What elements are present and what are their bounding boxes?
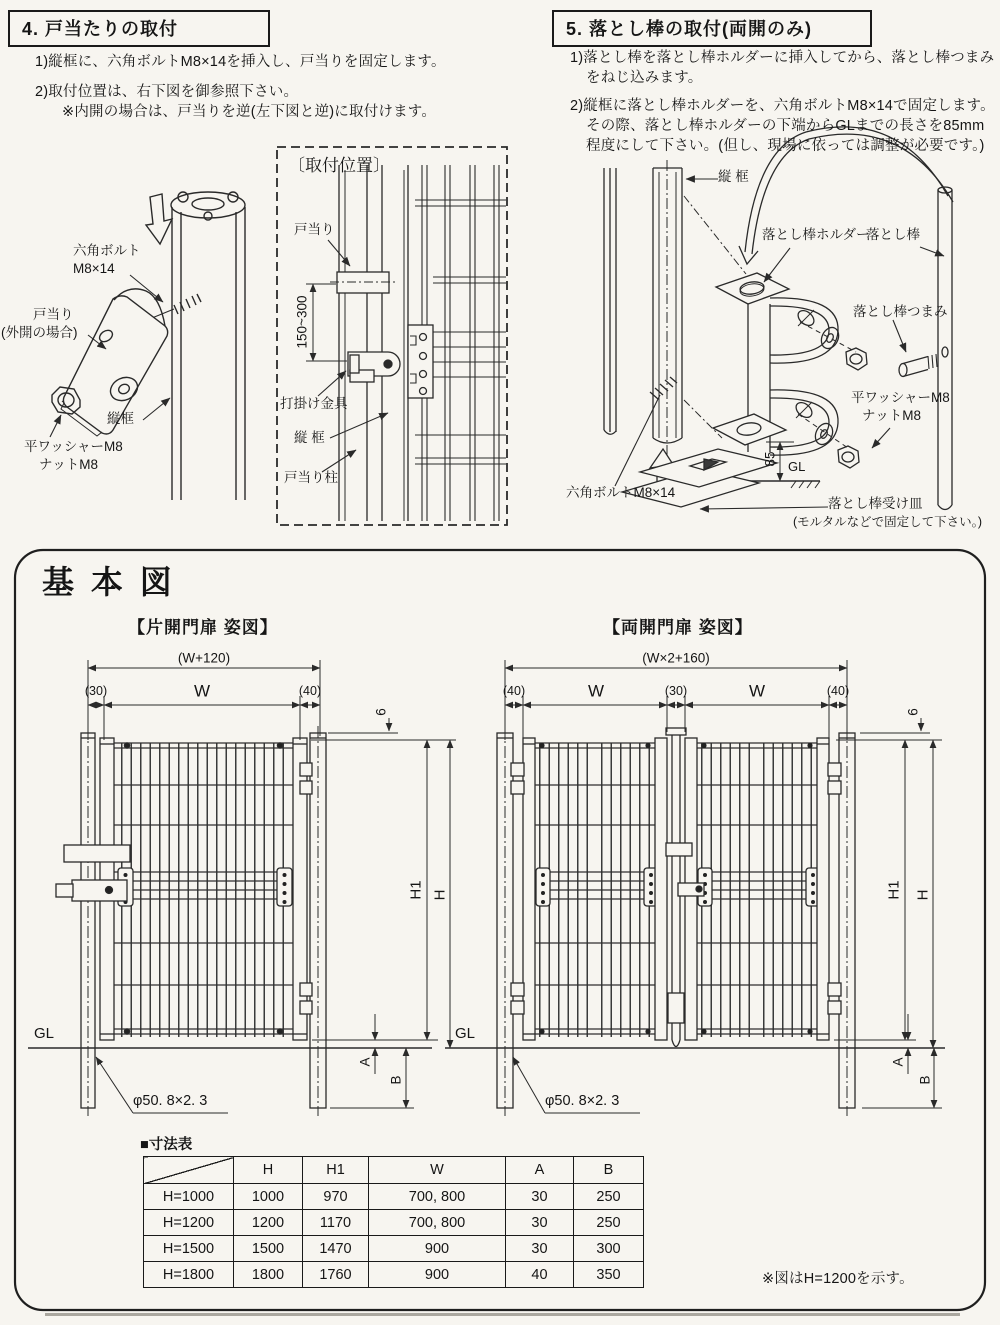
- stopper-label: 戸当り: [33, 307, 74, 322]
- section5-step2b: その際、落とし棒ホルダーの下端からGLまでの長さを85mm: [586, 118, 985, 134]
- hex-bolt-label: 六角ボルト: [73, 243, 141, 258]
- position-diagram-title: 〔取付位置〕: [288, 156, 390, 175]
- position-range-dim: 150~300: [294, 295, 310, 349]
- sg-dim-b: B: [388, 1075, 404, 1085]
- drop-holder-label: 落とし棒ホルダー: [762, 227, 870, 242]
- sg-gl-label: GL: [34, 1025, 55, 1042]
- dg-dim-b: B: [917, 1075, 933, 1085]
- dg-dim-6: 6: [905, 708, 921, 716]
- washer-label: 平ワッシャーM8: [24, 439, 123, 454]
- position-frame-label: 縦 框: [294, 430, 325, 445]
- cell-h: 1200: [234, 1210, 303, 1236]
- sg-dim-w: W: [193, 681, 211, 701]
- stopper-post-label: 戸当り柱: [284, 470, 338, 485]
- cell-w: 900: [369, 1236, 506, 1262]
- hex-bolt-size-label: M8×14: [73, 261, 115, 276]
- cell-a: 30: [506, 1184, 574, 1210]
- drop-nut-label: ナットM8: [862, 408, 921, 423]
- row-label: H=1800: [144, 1262, 234, 1288]
- section4-title: 4. 戸当たりの取付: [8, 10, 270, 47]
- table-row: [144, 1184, 644, 1210]
- cell-b: 250: [574, 1184, 644, 1210]
- dg-dim-h1: H1: [885, 880, 903, 900]
- sg-dim-h1: H1: [407, 880, 425, 900]
- mounting-position-diagram: [277, 147, 507, 525]
- sg-dim-6: 6: [373, 708, 389, 716]
- drop-rod-label: 落とし棒: [866, 227, 920, 242]
- section5-step1b: をねじ込みます。: [586, 70, 703, 86]
- cell-b: 250: [574, 1210, 644, 1236]
- latch-hardware-label: 打掛け金具: [280, 396, 348, 411]
- dg-dim-h: H: [914, 889, 932, 901]
- col-header-a: A: [506, 1157, 574, 1184]
- col-header-h: H: [234, 1157, 303, 1184]
- dg-dim-40-right: (40): [826, 684, 850, 699]
- col-header-w: W: [369, 1157, 506, 1184]
- single-gate-title: 【片開門扉 姿図】: [128, 618, 278, 637]
- col-header-h1: H1: [303, 1157, 369, 1184]
- cell-w: 700, 800: [369, 1184, 506, 1210]
- figure-note: ※図はH=1200を示す。: [762, 1271, 914, 1287]
- dg-dim-a: A: [890, 1057, 906, 1067]
- receiver-plate-note: (モルタルなどで固定して下さい。): [793, 515, 983, 529]
- dg-dim-30: (30): [664, 684, 688, 699]
- section5-step2c: 程度にして下さい。(但し、現場に依っては調整が必要です。): [586, 138, 985, 154]
- receiver-plate-label: 落とし棒受け皿: [828, 496, 923, 511]
- position-stopper-label: 戸当り: [294, 222, 335, 237]
- cell-a: 30: [506, 1236, 574, 1262]
- double-gate-title: 【両開門扉 姿図】: [603, 618, 753, 637]
- cell-h: 1800: [234, 1262, 303, 1288]
- drop-bolt-label: 六角ボルトM8×14: [566, 485, 676, 500]
- drop-gl-label: GL: [788, 459, 806, 474]
- nut-label: ナットM8: [39, 457, 98, 472]
- cell-h1: 1470: [303, 1236, 369, 1262]
- col-header-b: B: [574, 1157, 644, 1184]
- dim-85-label: 85: [762, 451, 778, 467]
- row-label: H=1000: [144, 1184, 234, 1210]
- section5-step1a: 1)落とし棒を落とし棒ホルダーに挿入してから、落とし棒つまみ: [570, 50, 995, 66]
- single-gate-drawing: [28, 660, 456, 1116]
- cell-b: 350: [574, 1262, 644, 1288]
- table-header-row: [144, 1157, 644, 1184]
- cell-a: 40: [506, 1262, 574, 1288]
- row-label: H=1500: [144, 1236, 234, 1262]
- table-row: [144, 1262, 644, 1288]
- dg-dim-total: (W×2+160): [642, 650, 710, 666]
- table-corner-cell: [144, 1157, 234, 1184]
- drop-frame-label: 縦 框: [718, 169, 749, 184]
- dg-dim-w2: W: [748, 681, 766, 701]
- sg-dim-40: (40): [298, 684, 322, 699]
- section5-title: 5. 落とし棒の取付(両開のみ): [552, 10, 872, 47]
- dg-dim-40-left: (40): [502, 684, 526, 699]
- sg-dim-h: H: [431, 889, 449, 901]
- dg-dim-w1: W: [587, 681, 605, 701]
- frame-label: 縦框: [107, 411, 134, 426]
- dimension-table: [143, 1156, 644, 1288]
- section5-step2a: 2)縦框に落とし棒ホルダーを、六角ボルトM8×14で固定します。: [570, 98, 995, 114]
- drop-washer-label: 平ワッシャーM8: [851, 390, 950, 405]
- sg-dim-30: (30): [84, 684, 108, 699]
- section4-step1: 1)縦框に、六角ボルトM8×14を挿入し、戸当りを固定します。: [35, 54, 446, 70]
- cell-h1: 1760: [303, 1262, 369, 1288]
- table-title: ■寸法表: [140, 1137, 193, 1153]
- row-label: H=1200: [144, 1210, 234, 1236]
- scan-edge-artifact: [45, 1313, 960, 1316]
- dg-gl-label: GL: [455, 1025, 476, 1042]
- table-row: [144, 1236, 644, 1262]
- drop-knob-label: 落とし棒つまみ: [853, 304, 948, 319]
- sg-pipe-size: φ50. 8×2. 3: [133, 1093, 208, 1109]
- dg-pipe-size: φ50. 8×2. 3: [545, 1093, 620, 1109]
- table-row: [144, 1210, 644, 1236]
- basic-drawing-title: 基 本 図: [42, 564, 176, 600]
- cell-b: 300: [574, 1236, 644, 1262]
- section4-step2: 2)取付位置は、右下図を御参照下さい。: [35, 84, 299, 100]
- section4-step2-note: ※内開の場合は、戸当りを逆(左下図と逆)に取付けます。: [62, 104, 437, 120]
- cell-h: 1000: [234, 1184, 303, 1210]
- cell-w: 700, 800: [369, 1210, 506, 1236]
- sg-dim-total: (W+120): [177, 650, 231, 666]
- cell-h1: 1170: [303, 1210, 369, 1236]
- double-gate-drawing: [445, 660, 945, 1116]
- sg-dim-a: A: [357, 1057, 373, 1067]
- stopper-note-label: (外開の場合): [1, 325, 78, 340]
- cell-w: 900: [369, 1262, 506, 1288]
- cell-a: 30: [506, 1210, 574, 1236]
- cell-h1: 970: [303, 1184, 369, 1210]
- cell-h: 1500: [234, 1236, 303, 1262]
